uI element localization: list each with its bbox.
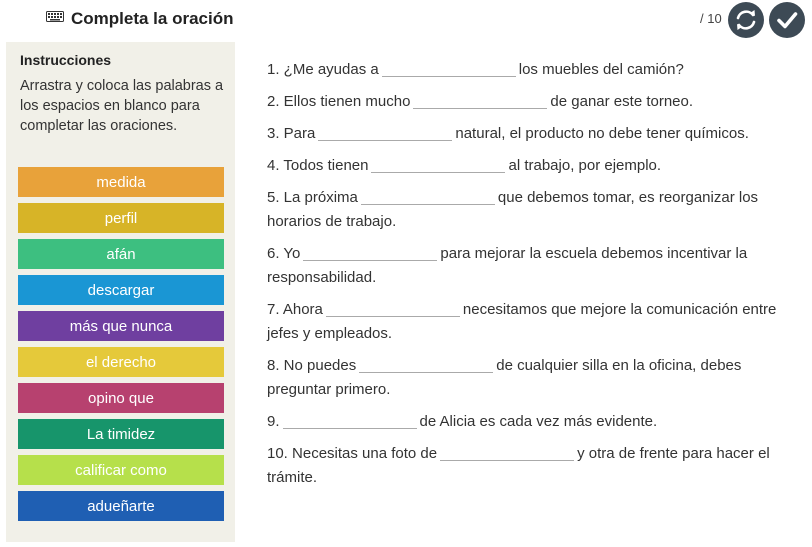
word-tile[interactable]: el derecho bbox=[18, 347, 224, 377]
drop-blank[interactable] bbox=[318, 123, 452, 141]
question-text-after: que debemos tomar, es reorganizar los horarios de trabajo. bbox=[267, 189, 759, 230]
question-text-after: natural, el producto no debe tener químicos. bbox=[455, 125, 749, 142]
question-text-before: 6. Yo bbox=[267, 245, 301, 262]
keyboard-icon bbox=[46, 11, 64, 22]
question-text-before: 1. ¿Me ayudas a bbox=[267, 61, 379, 78]
question-text-after: necesitamos que mejore la comunicación entre jefes y empleados. bbox=[267, 301, 777, 342]
question-text-before: 5. La próxima bbox=[267, 189, 358, 206]
check-button[interactable] bbox=[769, 2, 805, 38]
page-title: Completa la oración bbox=[71, 9, 234, 28]
word-tile[interactable]: La timidez bbox=[18, 419, 224, 449]
question-text-after: al trabajo, por ejemplo. bbox=[508, 157, 662, 174]
question-text-before: 4. Todos tienen bbox=[267, 157, 369, 174]
question-item bbox=[267, 410, 787, 434]
word-tile[interactable]: perfil bbox=[18, 203, 224, 233]
header bbox=[0, 0, 812, 40]
instructions-text: Arrastra y coloca las palabras a los espacios en blanco para completar las oraciones. bbox=[20, 78, 224, 134]
word-tile[interactable]: calificar como bbox=[18, 455, 224, 485]
instructions-title: Instrucciones bbox=[20, 52, 112, 68]
question-text-before: 9. bbox=[267, 413, 280, 430]
reset-button[interactable] bbox=[728, 2, 764, 38]
instructions-panel bbox=[6, 42, 235, 542]
reset-icon bbox=[733, 7, 759, 33]
question-text-before: 2. Ellos tienen mucho bbox=[267, 93, 411, 110]
word-tile[interactable]: descargar bbox=[18, 275, 224, 305]
question-text-after: de ganar este torneo. bbox=[550, 93, 694, 110]
question-text-before: 8. No puedes bbox=[267, 357, 357, 374]
drop-blank[interactable] bbox=[440, 443, 574, 461]
question-item bbox=[267, 58, 787, 82]
word-tile[interactable]: más que nunca bbox=[18, 311, 224, 341]
question-item bbox=[267, 154, 787, 178]
question-item bbox=[267, 298, 787, 346]
drop-blank[interactable] bbox=[413, 91, 547, 109]
question-item bbox=[267, 354, 787, 402]
question-text-after: para mejorar la escuela debemos incentivar la responsabilidad. bbox=[267, 245, 748, 286]
question-text-after: los muebles del camión? bbox=[518, 61, 684, 78]
question-item bbox=[267, 442, 787, 490]
word-tile[interactable]: medida bbox=[18, 167, 224, 197]
word-tile[interactable]: adueñarte bbox=[18, 491, 224, 521]
question-text-after: y otra de frente para hacer el trámite. bbox=[267, 445, 770, 486]
question-text-after: de Alicia es cada vez más evidente. bbox=[419, 413, 658, 430]
drop-blank[interactable] bbox=[326, 299, 460, 317]
question-item bbox=[267, 122, 787, 146]
question-text-after: de cualquier silla en la oficina, debes preguntar primero. bbox=[267, 357, 742, 398]
question-item bbox=[267, 186, 787, 234]
question-text-before: 7. Ahora bbox=[267, 301, 323, 318]
drop-blank[interactable] bbox=[359, 355, 493, 373]
drop-blank[interactable] bbox=[283, 411, 417, 429]
drop-blank[interactable] bbox=[303, 243, 437, 261]
question-item bbox=[267, 90, 787, 114]
question-text-before: 3. Para bbox=[267, 125, 316, 142]
check-icon bbox=[775, 8, 799, 32]
question-counter: / 10 bbox=[700, 11, 722, 26]
drop-blank[interactable] bbox=[361, 187, 495, 205]
question-item bbox=[267, 242, 787, 290]
word-tile[interactable]: opino que bbox=[18, 383, 224, 413]
drop-blank[interactable] bbox=[382, 59, 516, 77]
question-text-before: 10. Necesitas una foto de bbox=[267, 445, 438, 462]
word-tile[interactable]: afán bbox=[18, 239, 224, 269]
drop-blank[interactable] bbox=[371, 155, 505, 173]
